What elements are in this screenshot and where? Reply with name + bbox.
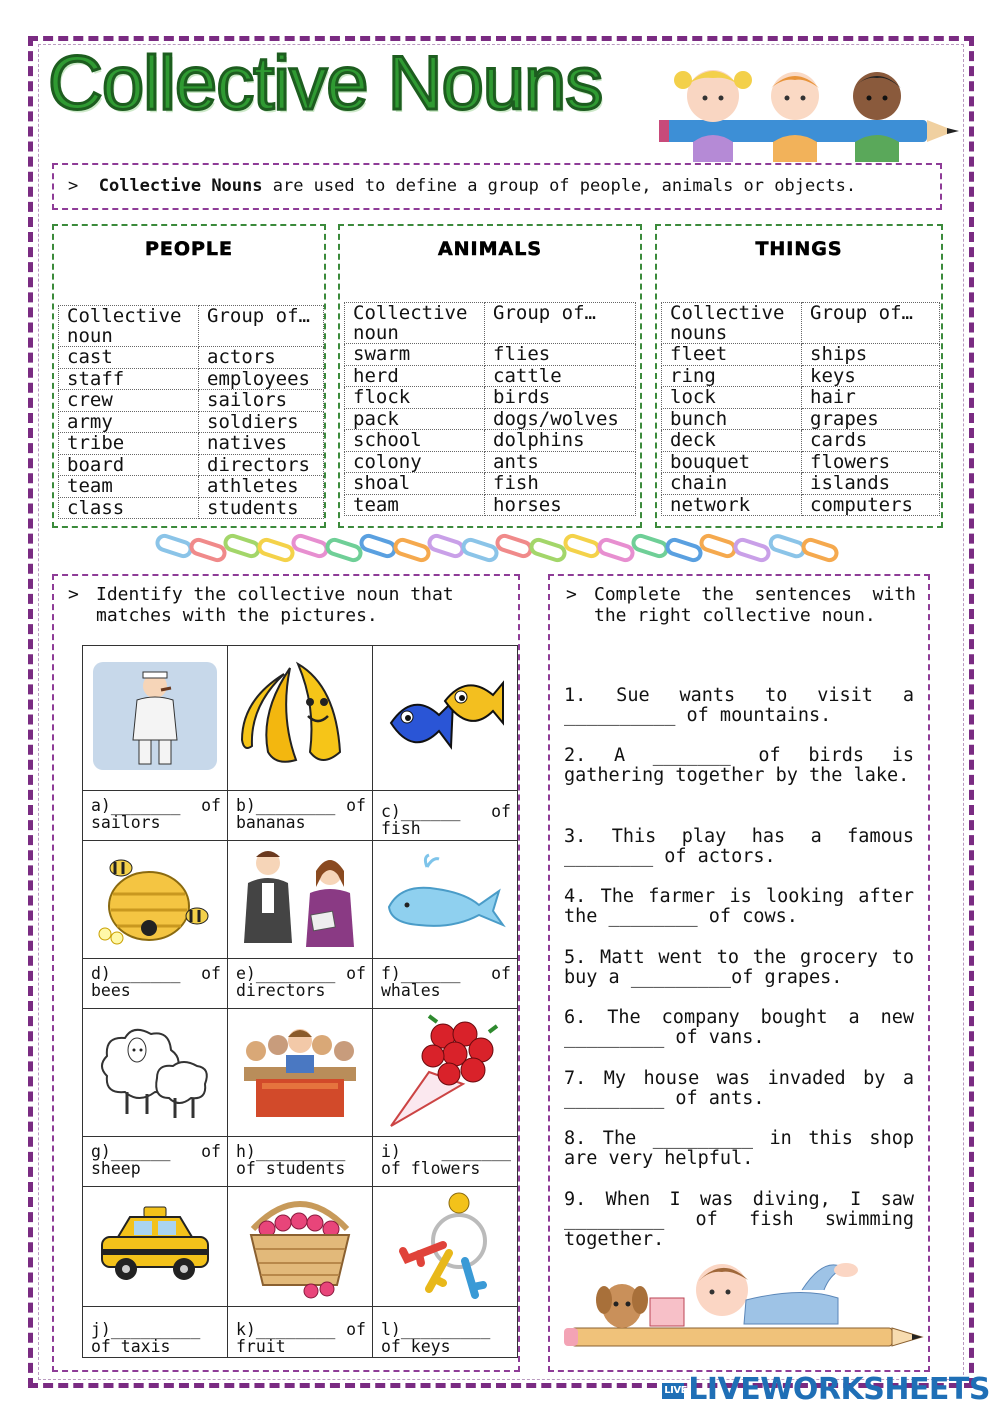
table-header: Group of… [199,306,324,347]
answer-cell[interactable] [373,959,518,1009]
answer-cell[interactable] [83,1307,228,1358]
table-cell: ships [802,344,940,366]
instruction-text: Identify the collective noun that matches with the pictures. [96,584,454,626]
table-cell: cards [802,430,940,452]
definition-term: Collective Nouns [98,176,263,196]
people-table [58,305,324,519]
picture-cell [228,841,373,959]
answer-blank[interactable]: h)_________ [236,1142,346,1161]
answer-cell[interactable] [83,959,228,1009]
table-cell: school [345,430,485,452]
picture-cell [373,1187,518,1307]
table-cell: grapes [802,408,940,430]
table-cell: soldiers [199,411,324,433]
whale-icon [383,853,507,943]
picture-cell [83,646,228,791]
animals-title: ANIMALS [437,238,543,260]
answer-of: of [346,1320,366,1339]
answer-cell[interactable] [228,1137,373,1187]
definition-marker: > [68,176,79,196]
table-cell: bouquet [662,451,802,473]
kids-with-pencil-icon [655,58,965,166]
table-cell: chain [662,473,802,495]
students-icon [238,1021,362,1121]
picture-cell [228,1187,373,1307]
sentence-item[interactable]: 7. My house was invaded by a _________ of ants. [564,1068,914,1109]
answer-group: of students [236,1159,346,1178]
answer-cell[interactable] [228,959,373,1009]
page-title: Collective Nouns [48,41,603,126]
answer-blank[interactable]: d)_______ [91,964,181,983]
answer-blank[interactable]: j)_________ [91,1320,201,1339]
sailor-icon [91,660,219,772]
picture-cell [373,1009,518,1137]
instruction-marker: > [566,584,577,605]
table-cell: fleet [662,344,802,366]
table-cell: tribe [59,433,199,455]
answer-blank[interactable]: e)________ [236,964,336,983]
answer-blank[interactable]: c)______ [381,802,461,821]
table-cell: crew [59,390,199,412]
answer-group: bees [91,981,131,1000]
table-cell: computers [802,494,940,516]
picture-cell [228,1009,373,1137]
table-header: Collective nouns [662,303,802,344]
table-cell: flowers [802,451,940,473]
answer-group: whales [381,981,441,1000]
brand-name: LIVEWORKSHEETS [688,1372,990,1407]
answer-cell[interactable] [228,791,373,841]
table-cell: network [662,494,802,516]
fruit-basket-icon [241,1189,359,1301]
sentence-item[interactable]: 9. When I was diving, I saw _________ of fish swimming together. [564,1189,914,1250]
picture-cell [228,646,373,791]
answer-group: sailors [91,813,161,832]
answer-of: of [491,964,511,983]
table-cell: cast [59,347,199,369]
table-cell: herd [345,365,485,387]
table-header: Collective noun [59,306,199,347]
table-cell: natives [199,433,324,455]
flowers-icon [389,1012,501,1130]
answer-group: fish [381,819,421,838]
sentence-item[interactable]: 5. Matt went to the grocery to buy a _________of grapes. [564,947,914,988]
instruction-text: Complete the sentences with the right collective noun. [594,584,916,626]
table-cell: flies [485,344,636,366]
table-cell: swarm [345,344,485,366]
keys-icon [389,1189,501,1301]
table-header: Group of… [802,303,940,344]
things-table [661,302,940,516]
table-cell: deck [662,430,802,452]
table-cell: ring [662,365,802,387]
answer-group: directors [236,981,326,1000]
directors-icon [238,843,362,953]
table-cell: islands [802,473,940,495]
answer-cell[interactable] [373,1307,518,1358]
table-cell: fish [485,473,636,495]
table-cell: shoal [345,473,485,495]
answer-blank[interactable]: l)_________ [381,1320,491,1339]
picture-cell [83,841,228,959]
table-cell: directors [199,454,324,476]
people-title: PEOPLE [144,238,234,260]
answer-group: sheep [91,1159,141,1178]
picture-instruction [68,584,508,626]
table-cell: colony [345,451,485,473]
answer-of: of [346,964,366,983]
answer-of: of [201,964,221,983]
answer-group: of flowers [381,1159,481,1178]
answer-group: of taxis [91,1337,171,1356]
picture-cell [373,646,518,791]
picture-cell [373,841,518,959]
sentence-item[interactable]: 2. A _______ of birds is gathering together by the lake. [564,745,914,786]
table-cell: staff [59,368,199,390]
table-cell: dogs/wolves [485,408,636,430]
brand-badge: LIVE [662,1383,684,1399]
table-cell: birds [485,387,636,409]
boy-reading-icon [562,1250,924,1360]
table-cell: hair [802,387,940,409]
table-cell: flock [345,387,485,409]
answer-of: of [346,796,366,815]
paperclip-divider-icon [155,533,845,565]
table-cell: lock [662,387,802,409]
table-cell: employees [199,368,324,390]
instruction-marker: > [68,584,79,605]
definition-box [52,163,942,210]
answer-cell[interactable] [373,1137,518,1187]
table-cell: actors [199,347,324,369]
answer-blank[interactable]: k)________ [236,1320,336,1339]
definition-text: are used to define a group of people, animals or objects. [262,176,857,196]
answer-of: of [201,1142,221,1161]
sentence-instruction [566,584,916,626]
picture-cell [83,1187,228,1307]
answer-group: bananas [236,813,306,832]
things-title: THINGS [755,238,843,260]
answer-of: _______ [441,1142,511,1161]
answer-blank[interactable]: b)________ [236,796,336,815]
table-cell: ants [485,451,636,473]
answer-blank[interactable]: i) [381,1142,401,1161]
fish-icon [383,661,507,771]
table-header: Group of… [485,303,636,344]
table-cell: team [59,476,199,498]
table-cell: students [199,497,324,519]
sentence-item[interactable]: 4. The farmer is looking after the ________ of cows. [564,886,914,927]
bees-icon [93,850,217,946]
table-cell: horses [485,494,636,516]
answer-of: of [491,802,511,821]
answer-group: of keys [381,1337,451,1356]
table-cell: dolphins [485,430,636,452]
answer-blank[interactable]: g)______ [91,1142,171,1161]
answer-cell[interactable] [83,1137,228,1187]
taxi-icon [96,1203,214,1287]
answer-group: fruit [236,1337,286,1356]
brand-logo [662,1372,990,1407]
answer-blank[interactable]: f)______ [381,964,461,983]
bananas-icon [240,656,360,776]
table-cell: athletes [199,476,324,498]
table-cell: board [59,454,199,476]
sentence-item[interactable]: 8. The _________ in this shop are very helpful. [564,1128,914,1169]
table-cell: sailors [199,390,324,412]
picture-cell [83,1009,228,1137]
answer-cell[interactable] [373,791,518,841]
table-cell: cattle [485,365,636,387]
answer-cell[interactable] [83,791,228,841]
table-cell: army [59,411,199,433]
table-cell: class [59,497,199,519]
table-header: Collective noun [345,303,485,344]
answer-blank[interactable]: a)_______ [91,796,181,815]
sheep-icon [93,1016,217,1126]
table-cell: bunch [662,408,802,430]
table-cell: team [345,494,485,516]
answer-of: of [201,796,221,815]
animals-table [344,302,636,516]
answer-cell[interactable] [228,1307,373,1358]
picture-grid [82,645,518,1358]
sentence-item[interactable]: 6. The company bought a new _________ of vans. [564,1007,914,1048]
table-cell: pack [345,408,485,430]
sentence-item[interactable]: 3. This play has a famous ________ of actors. [564,826,914,867]
table-cell: keys [802,365,940,387]
sentence-item[interactable]: 1. Sue wants to visit a __________ of mountains. [564,685,914,726]
